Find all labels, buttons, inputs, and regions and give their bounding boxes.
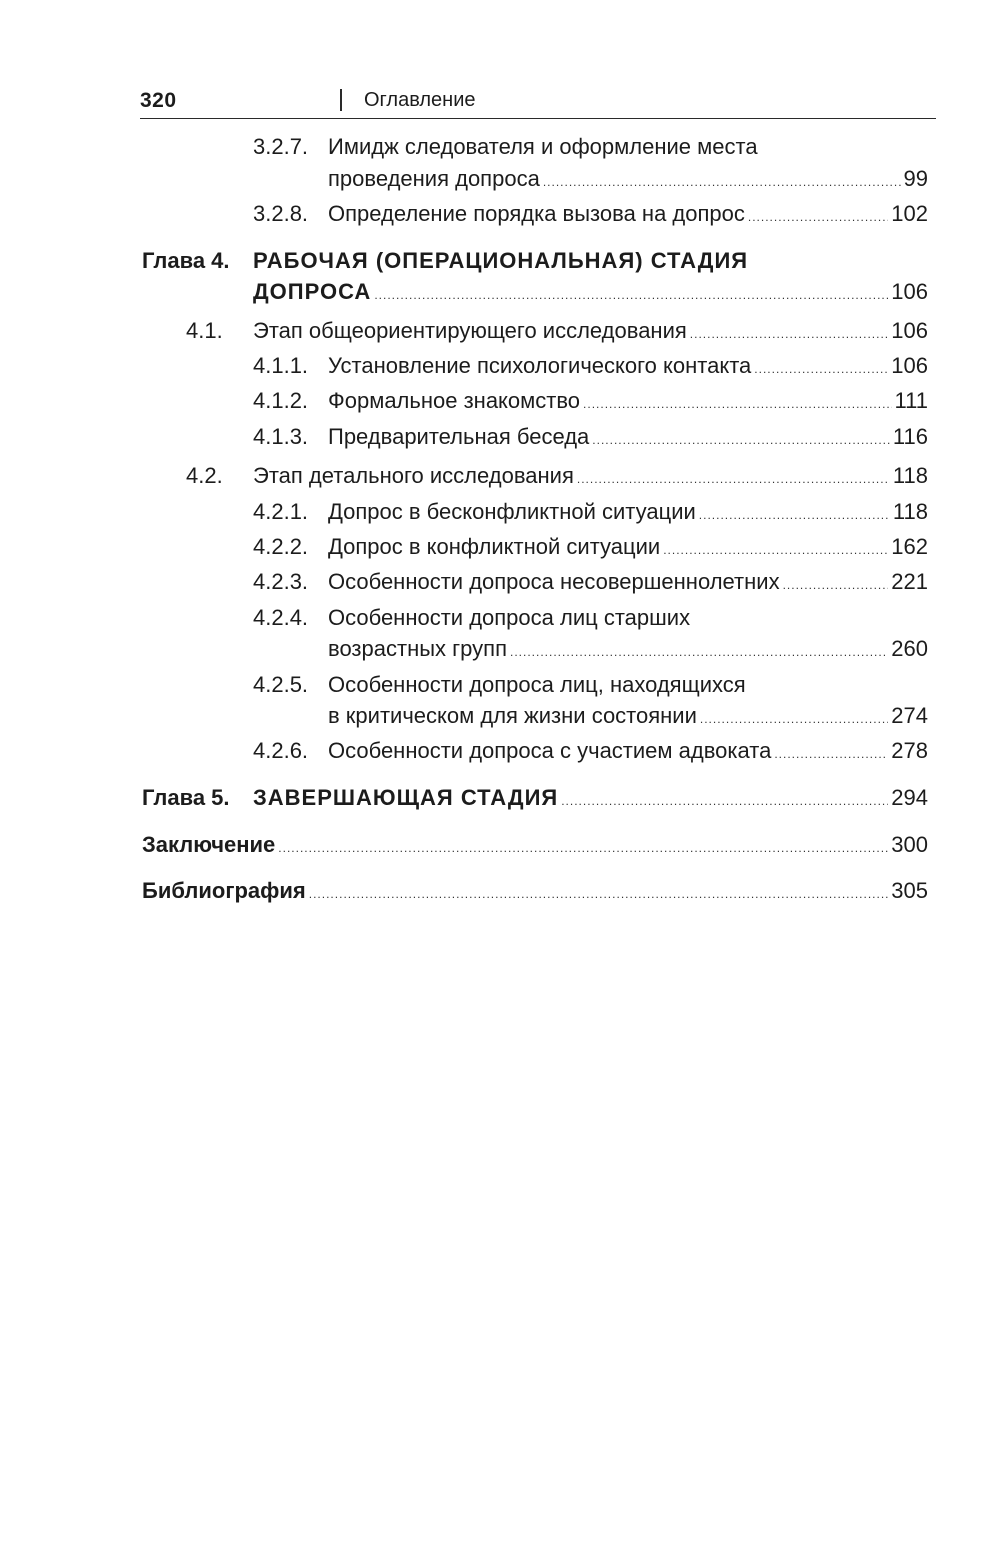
toc-page: 221 xyxy=(891,569,928,594)
dot-leader xyxy=(783,567,889,600)
toc-title: Особенности допроса несовершеннолетних xyxy=(328,569,780,594)
toc-title: Установление психологического контакта xyxy=(328,353,752,378)
toc-page: 106 xyxy=(891,318,928,343)
toc-page: 274 xyxy=(891,703,928,728)
dot-leader xyxy=(583,386,892,419)
toc-number: 3.2.7. xyxy=(253,134,309,159)
toc-page: 294 xyxy=(891,785,928,810)
toc-title-line2: в критическом для жизни состоянии xyxy=(328,703,697,728)
running-header xyxy=(140,86,936,119)
toc-title-line1: РАБОЧАЯ (ОПЕРАЦИОНАЛЬНАЯ) СТАДИЯ xyxy=(253,248,749,273)
dot-leader xyxy=(592,422,890,455)
toc-title: Формальное знакомство xyxy=(328,388,581,413)
dot-leader xyxy=(690,316,889,349)
toc-title: Библиография xyxy=(142,878,306,903)
toc-number: 4.2.4. xyxy=(253,605,309,630)
toc-page: 118 xyxy=(892,463,928,488)
toc-title-line2: ДОПРОСА xyxy=(253,279,372,304)
toc-title: Определение порядка вызова на допрос xyxy=(328,201,745,226)
dot-leader xyxy=(577,461,890,494)
toc-number: 4.1.2. xyxy=(253,388,309,413)
header-separator xyxy=(340,89,342,111)
toc-number: 4.2.1. xyxy=(253,499,309,524)
toc-title-line1: Имидж следователя и оформление места xyxy=(328,134,758,159)
toc-number: 4.2. xyxy=(186,463,223,488)
toc-page: 111 xyxy=(894,388,928,413)
toc-page: 99 xyxy=(903,166,928,191)
toc-title: Допрос в бесконфликтной ситуации xyxy=(328,499,696,524)
toc-number: 4.1.3. xyxy=(253,424,309,449)
dot-leader xyxy=(774,736,888,769)
toc-title: Заключение xyxy=(142,832,276,857)
toc-number: Глава 5. xyxy=(142,785,230,810)
toc-page: 102 xyxy=(891,201,928,226)
toc-title-line1: Особенности допроса лиц старших xyxy=(328,605,691,630)
toc-title: Допрос в конфликтной ситуации xyxy=(328,534,661,559)
dot-leader xyxy=(543,164,901,197)
dot-leader xyxy=(699,497,890,530)
dot-leader xyxy=(700,701,888,734)
toc-page: 106 xyxy=(891,353,928,378)
dot-leader xyxy=(748,199,888,232)
toc-page: 116 xyxy=(892,424,928,449)
toc-title: Особенности допроса с участием адвоката xyxy=(328,738,772,763)
toc-title: Этап общеориентирующего исследования xyxy=(253,318,687,343)
toc-page: 162 xyxy=(891,534,928,559)
toc-number: 4.2.2. xyxy=(253,534,309,559)
dot-leader xyxy=(754,351,888,384)
toc-title: Этап детального исследования xyxy=(253,463,574,488)
toc-title-line2: проведения допроса xyxy=(328,166,540,191)
dot-leader xyxy=(309,876,889,909)
dot-leader xyxy=(510,634,888,667)
toc-number: Глава 4. xyxy=(142,248,230,273)
toc-page: 106 xyxy=(891,279,928,304)
toc-title-line1: Особенности допроса лиц, находящихся xyxy=(328,672,746,697)
toc-page: 118 xyxy=(892,499,928,524)
toc-number: 4.2.5. xyxy=(253,672,309,697)
toc-title-line2: возрастных групп xyxy=(328,636,507,661)
toc-page: 260 xyxy=(891,636,928,661)
toc-page: 300 xyxy=(891,832,928,857)
toc-number: 4.2.6. xyxy=(253,738,309,763)
toc-number: 3.2.8. xyxy=(253,201,309,226)
toc-title: Предварительная беседа xyxy=(328,424,590,449)
dot-leader xyxy=(663,532,888,565)
toc-number: 4.2.3. xyxy=(253,569,309,594)
dot-leader xyxy=(374,277,888,310)
header-title: Оглавление xyxy=(364,89,476,111)
page-number: 320 xyxy=(140,89,177,112)
toc-title: ЗАВЕРШАЮЩАЯ СТАДИЯ xyxy=(253,785,559,810)
dot-leader xyxy=(561,783,888,816)
dot-leader xyxy=(278,830,888,863)
toc-number: 4.1.1. xyxy=(253,353,309,378)
toc-number: 4.1. xyxy=(186,318,223,343)
toc-page: 305 xyxy=(891,878,928,903)
toc-page: 278 xyxy=(891,738,928,763)
